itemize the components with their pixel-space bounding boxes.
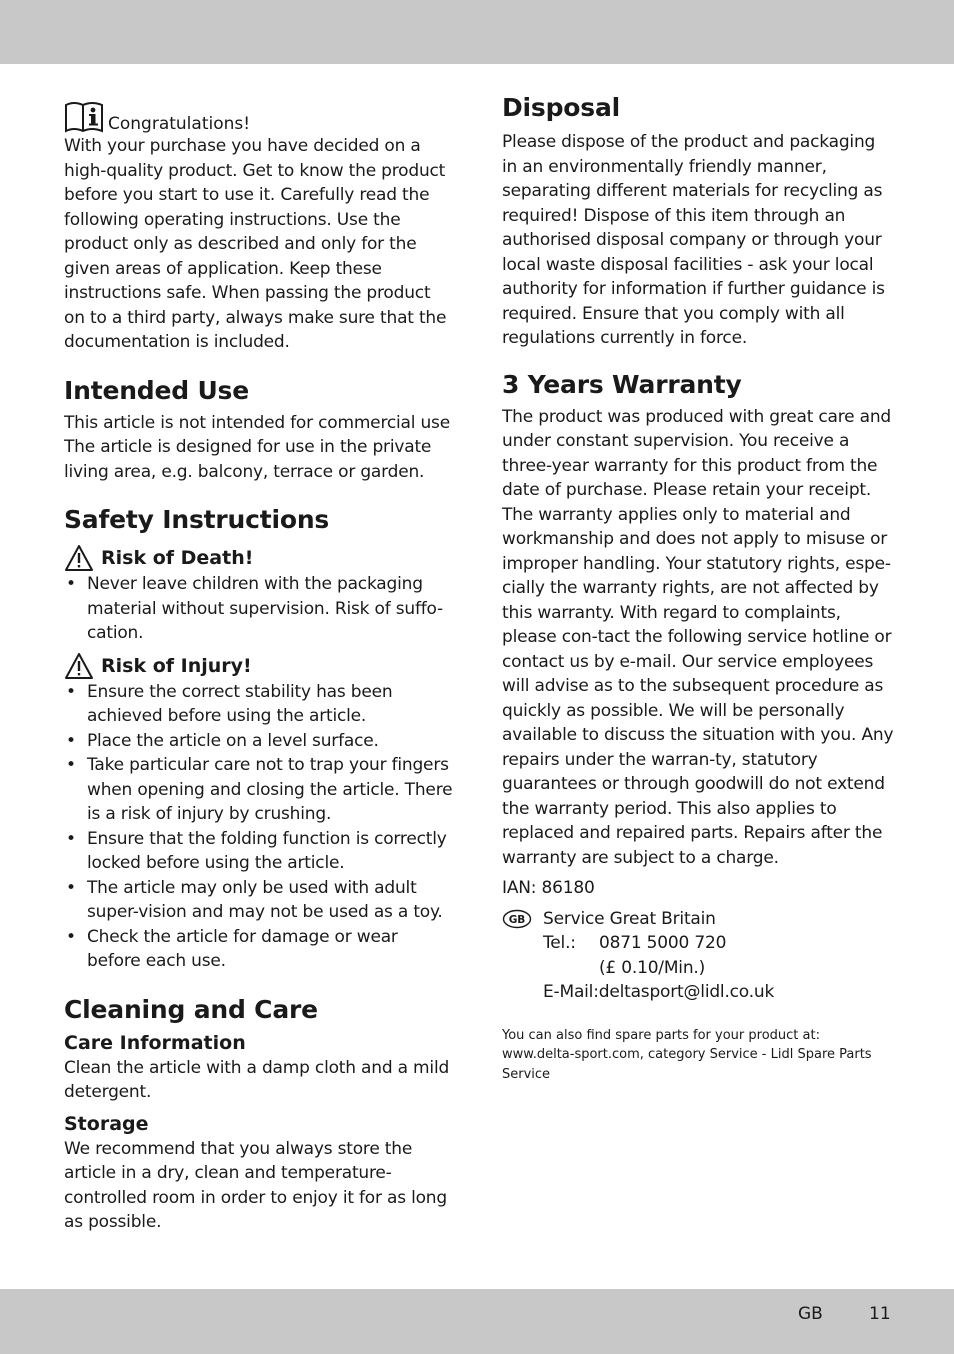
cleaning-heading: Cleaning and Care <box>64 994 318 1024</box>
intended-use-heading: Intended Use <box>64 375 249 405</box>
list-item: • Never leave children with the packaging material without supervision. Risk of suffo-cation. <box>64 572 454 646</box>
risk-of-injury-list <box>64 680 454 974</box>
service-title: Service Great Britain <box>543 908 716 929</box>
tel-label: Tel.: <box>543 933 576 953</box>
list-item: • Take particular care not to trap your fingers when opening and closing the article. There is a risk of injury by crushing. <box>64 753 454 827</box>
warranty-text-2: The warranty applies only to material and workmanship and does not apply to misuse or improper handling. Your statutory rights, espe-cially the warranty rights, are not affected by this warranty. With regard to complaints, please con-tact the following service hotline or contact us by e-mail. Our service employees will advise as to the subsequent procedure as quickly as possible. We will be personally available to discuss the situation with you. Any repairs under the warran-ty, statutory guarantees or through goodwill do not extend the warranty period. This also applies to replaced and repaired parts. Repairs after the warranty are subject to a charge. <box>502 504 894 868</box>
header-bar <box>0 0 954 64</box>
list-item: • Check the article for damage or wear before each use. <box>64 925 454 974</box>
list-item: • Ensure that the folding function is correctly locked before using the article. <box>64 827 454 876</box>
page-number: 11 <box>869 1304 891 1324</box>
risk-of-injury-header <box>64 652 454 680</box>
service-email: E-Mail:deltasport@lidl.co.uk <box>543 982 775 1002</box>
list-item: • Place the article on a level surface. <box>64 729 454 754</box>
safety-heading: Safety Instructions <box>64 505 330 534</box>
service-block <box>502 907 894 1005</box>
info-book-icon <box>64 100 104 134</box>
storage-heading: Storage <box>64 1112 149 1135</box>
risk-of-death-header <box>64 544 454 572</box>
storage-text: We recommend that you always store the article in a dry, clean and temperature-controlled room in order to enjoy it for as long as possible. <box>64 1138 447 1232</box>
gb-country-badge <box>502 909 532 929</box>
risk-of-death-heading: Risk of Death! <box>101 547 254 569</box>
list-item: • The article may only be used with adult super-vision and may not be used as a toy. <box>64 876 454 925</box>
right-column <box>502 90 894 1084</box>
service-details <box>543 907 774 1005</box>
warning-triangle-icon <box>64 652 94 680</box>
warranty-heading: 3 Years Warranty <box>502 369 742 399</box>
intended-use-text: This article is not intended for commercial use The article is designed for use in the private living area, e.g. balcony, terrace or garden. <box>64 412 450 482</box>
footer-language-code: GB <box>798 1304 823 1324</box>
congratulations-label: Congratulations! <box>108 114 251 134</box>
intro-text: With your purchase you have decided on a high-quality product. Get to know the product before you start to use it. Carefully read the following operating instructions. Use the product only as described and only for the given areas of application. Keep these instructions safe. When passing the product on to a third party, always make sure that the documentation is included. <box>64 136 447 352</box>
tel-number: 0871 5000 720 <box>599 933 727 953</box>
disposal-text: Please dispose of the product and packaging in an environmentally friendly manner, separating different materials for recycling as required! Dispose of this item through an authorised disposal company or through your local waste disposal facilities - ask your local authority for information if further guidance is required. Ensure that you comply with all regulations currently in force. <box>502 132 885 348</box>
warning-triangle-icon <box>64 544 94 572</box>
list-item: • Ensure the correct stability has been achieved before using the article. <box>64 680 454 729</box>
risk-of-injury-heading: Risk of Injury! <box>101 654 252 677</box>
tel-rate: (£ 0.10/Min.) <box>599 957 706 978</box>
ian-number: IAN: 86180 <box>502 878 595 898</box>
disposal-heading: Disposal <box>502 93 620 122</box>
spare-parts-note: You can also find spare parts for your product at: www.delta-sport.com, category Service - Lidl Spare Parts Service <box>502 1027 872 1082</box>
care-information-heading: Care Information <box>64 1031 246 1054</box>
risk-of-death-list <box>64 572 454 646</box>
service-phone-row <box>543 931 774 980</box>
care-information-text: Clean the article with a damp cloth and a mild detergent. <box>64 1057 450 1102</box>
left-column <box>64 90 454 1235</box>
warranty-text-1: The product was produced with great care and under constant supervision. You receive a three-year warranty for this product from the date of purchase. Please retain your receipt. <box>502 406 892 500</box>
intro-header <box>64 90 454 134</box>
gb-badge-label: GB <box>508 913 526 926</box>
